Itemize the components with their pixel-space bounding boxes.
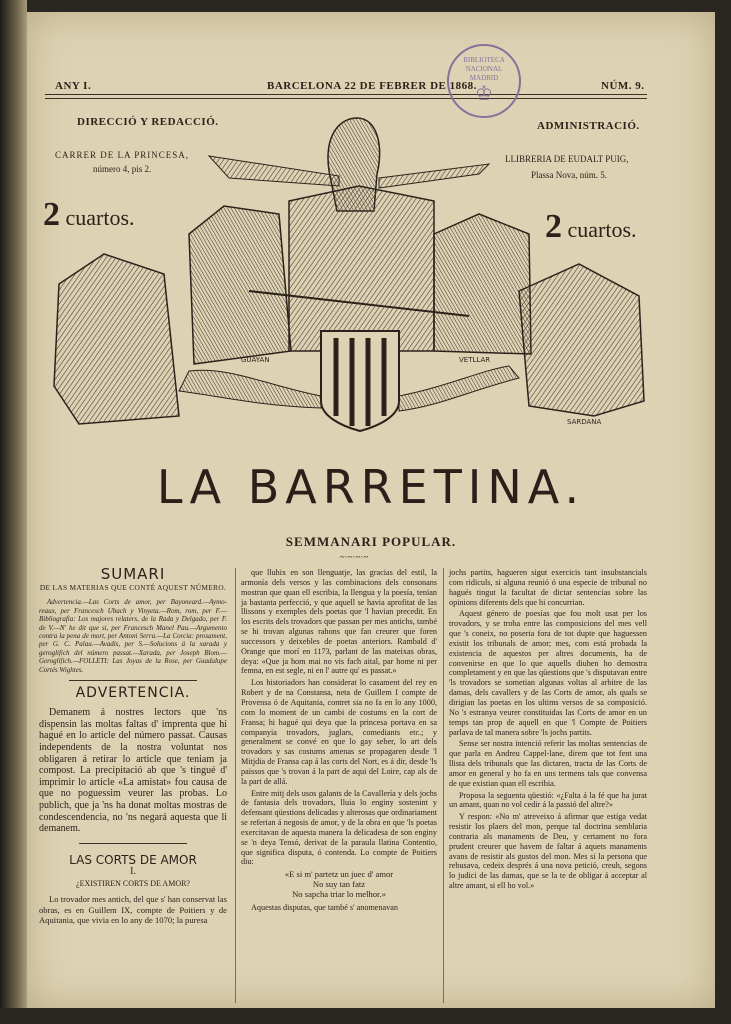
battle-scene-panel <box>189 206 291 364</box>
trumpet-right <box>399 366 519 411</box>
village-scene-panel <box>434 214 531 354</box>
year-label: ANY I. <box>55 80 92 92</box>
section-divider-2 <box>79 843 187 844</box>
laurel-branch-left <box>179 370 321 408</box>
corts-question: ¿EXISTIREN CORTS DE AMOR? <box>76 879 190 889</box>
column-1 <box>39 565 227 926</box>
scan-border-right <box>715 0 731 1024</box>
sumari-heading: SUMARI <box>100 565 166 583</box>
dateline: BARCELONA 22 DE FEBRER DE 1868. <box>267 80 477 92</box>
interior-scene-panel <box>54 254 179 424</box>
col2-paragraph-1: que lluhix en son llenguatje, las gracias del estil, la armonía dels versos y las combinacions dels consonans mostran que quan ell escribia, la llengua y la poesía, tenian ja bastanta perfecció, y que aquell se havia aprofitat de las llissons y exemples dels poetas que 'l havian precedit. En los escrits dels trovadors que passan per mes antichs, també se hi trovan algunas rahons que fan creurer que foren successors y deixebles de poetas anteriors. Rambald d' Orange que morí en 1173, parlant de las mateixas obras, deya: «Que ja hom mai no vis fach aital, par home ni per femna, en est segle, ni en l' autre qu' es passat.» <box>241 568 437 676</box>
col2-paragraph-3: Entre mitj dels usos galants de la Cavallería y dels jochs de fantasia dels trovadors, lluia lo enginy sostenint y defensant qüestions delicadas y alterosas que ordinariament se referian á negosis de amor, y de la obra en que 'ls poetas exercitavan de aquesta manera la delicadesa de son enginy se 'n deya Tensó, derivat de la paraula llatina Contentio, que significa disputa, ó contenda. Lo compte de Poitiers diu: <box>241 788 437 867</box>
section-divider <box>69 680 197 681</box>
stamp-text: BIBLIOTECA NACIONAL MADRID <box>463 56 505 82</box>
corts-numeral: I. <box>130 866 136 877</box>
column-rule-2 <box>443 568 444 1003</box>
advertencia-heading: ADVERTENCIA. <box>75 685 191 702</box>
corts-text: Lo trovador mes antich, del que s' han conservat las obras, es en Guillem IX, compte de Poitiers y de Aquitania, que vivia en lo any de 1070; la puresa <box>39 894 227 926</box>
administration-heading: ADMINISTRACIÓ. <box>537 120 640 132</box>
price-right-number: 2 <box>545 208 562 245</box>
verse-line-3: No sapcha triar lo melhor.» <box>292 889 386 899</box>
coat-of-arms-shield <box>321 331 399 431</box>
issue-number: NÚM. 9. <box>601 80 645 92</box>
editorial-office-heading: DIRECCIÓ Y REDACCIÓ. <box>77 116 219 128</box>
verse-line-2: No suy tan fatz <box>312 879 366 890</box>
column-3 <box>449 568 647 893</box>
price-left-unit: cuartos. <box>65 205 135 230</box>
newspaper-subtitle: SEMMANARI POPULAR. <box>285 534 457 549</box>
crown-seal-icon: ♔ <box>475 83 493 105</box>
newspaper-page <box>27 12 715 1008</box>
sumari-subheading: DE LAS MATERIAS QUE CONTÉ AQUEST NÚMERO. <box>39 583 227 593</box>
price-left-number: 2 <box>43 196 60 233</box>
right-feather <box>379 164 489 188</box>
column-2 <box>241 568 437 915</box>
masthead-rule-top <box>45 94 647 95</box>
ornament-divider: ~·~·~·~ <box>339 552 369 562</box>
masthead-rule-bottom <box>45 98 647 99</box>
corts-heading: LAS CORTS DE AMOR <box>69 852 197 867</box>
col3-paragraph-1: jochs partits, hagueren sigut exercicis tant insubstancials com ridiculs, si alguna reunió ó una especie de tribunal no hagués tingut la facultat de dictar sentencias sobre las opinions diferents dels que hi concurrian. <box>449 568 647 607</box>
caption-guayan: GUAYAN <box>241 356 270 364</box>
advertencia-text: Demanem á nostres lectors que 'ns dispensin las moltas faltas d' imprenta que hi hagué en lo article del número passat. Causas independents de la nostra voluntat nos obligaren á retirar lo article que teniam ja compost. La precipitació ab que 's tingué d' imprimir lo article «La amistat» fou causa de que no poguessim veurer las probas. Lo publich, que ja 'ns ha donat moltas mostras de condescendencia, no 'ns negará aquesta que li demanem. <box>39 707 227 835</box>
dance-scene-panel <box>519 264 644 416</box>
col2-paragraph-2: Los historiadors han considerat lo casament del rey en Robert y de na Constansa, neta de Guillem I compte de Provensa ó de Aquitania, contret sia no fa en lo any 1000, com lo moment de un cambi de costums en la cort de Fransa; hi hagué qui deya que la princesa portava en sa companyia trovadors, juglars, comediants etc.; y generalment se convé en que lo gay seber, lo art dels trovadors y sas costums amenas se propagaren desde 'l Mitjdia de Fransa cap á las corts del Nort, es á dir, desde 'ls paissos que 's trovan á la part de aqui del Loire, cap als de la part de allá. <box>241 678 437 786</box>
bookstore-name: LLIBRERIA DE EUDALT PUIG, <box>505 154 629 164</box>
caption-vetllar: VETLLAR <box>459 356 491 364</box>
bookstore-address: Plassa Nova, núm. 5. <box>531 170 607 180</box>
col3-paragraph-5: Y respon: «No m' atreveixo á afirmar que estiga vedat resistir los plaers del mon, perque tal doctrina semblaria contraria als manaments de Deu, y certament no fora prudent creurer que havem de faltar á aquets manaments avans de resistir als gustos del mon. Mes si la persona que rebusava, cedeix després á una nova petició, creuh, segons lo judici de las damas, que se la te de obligar á acceptar al altre amant, si ell ho vol.» <box>449 812 647 891</box>
col3-paragraph-4: Proposa la seguenta qüestió: «¿Falta á la fé que ha jurat un amant, quan no vol cedir á la passió del altre?» <box>449 790 647 810</box>
scan-border-bottom <box>0 1008 731 1024</box>
binding-edge <box>0 0 27 1024</box>
editorial-address-floor: número 4, pis 2. <box>93 164 152 174</box>
col3-paragraph-2: Aquest género de poesías que fou molt usat per los trovadors, y se troba entre las composicions del mes vell que 's coneix, no poseria fora de tot dupte que haguessen existit los tribunals de amor; mes, com está probada la existencia de aquestos per altres documents, ha de convenirse en que lo que aquells diuhen ho demostra completament y en que las qüestions que 's disputavan entre 'ls trovadors se sometian algunas voltas al arbitre de las damas, dels cavallers y de las Corts de amor, als quals se dirigian las poetas en los ultims versos de sa composició. No 's estranya veurer constituidas las Corts de amor en un temps tan prop de aquell en que 'l Compte de Poitiers parlava de tal manera sobre 'ls jochs partits. <box>449 609 647 737</box>
library-stamp <box>447 44 521 118</box>
castle-scene-panel <box>289 186 434 351</box>
masthead-engraving <box>39 116 649 441</box>
sumari-text: Advertencia.—Las Corts de amor, per Bayoneard.—Aymo-reaux, per Francesch Ubach y Vinyeta.—Rom, rom, per F.—Bibliografia: Los majores relaters, de la Rada y Delgado, per F. de V.—N' he dit que si, per Francesch Manel Pau.—Argumento contra la pena de mort, per Antoni Serra.—La Corcia: prosament, per G. C. Palau.—Avadis, per S.—Solucions á la xarada y geroglifich del número passat.—Xarada, per Joseph Blom.—Geroglifich.—FOLLETI: Las Joyas de la Rose, per Guadalupe Cortés Wightes. <box>39 598 227 674</box>
col2-paragraph-4: Aquestas disputas, que també s' anomenavan <box>251 902 398 912</box>
column-rule-1 <box>235 568 236 1003</box>
newspaper-title: LA BARRETINA. <box>156 460 586 514</box>
left-feather <box>209 156 339 186</box>
price-right-unit: cuartos. <box>567 217 637 242</box>
caption-sardana: SARDANA <box>567 418 602 426</box>
col3-paragraph-3: Sense ser nostra intenció referir las moltas sentencias de que parla en Andreu Cappel-lane, direm que tot fent una llista dels tribunals que las dictaren, tracta de las Corts de amor en general y ho fa en uns termens tals que convensa de que existian quan ell escribia. <box>449 739 647 788</box>
editorial-address-street: CARRER DE LA PRINCESA, <box>55 150 190 160</box>
verse-line-1: «E si m' partetz un juec d' amor <box>284 869 394 880</box>
